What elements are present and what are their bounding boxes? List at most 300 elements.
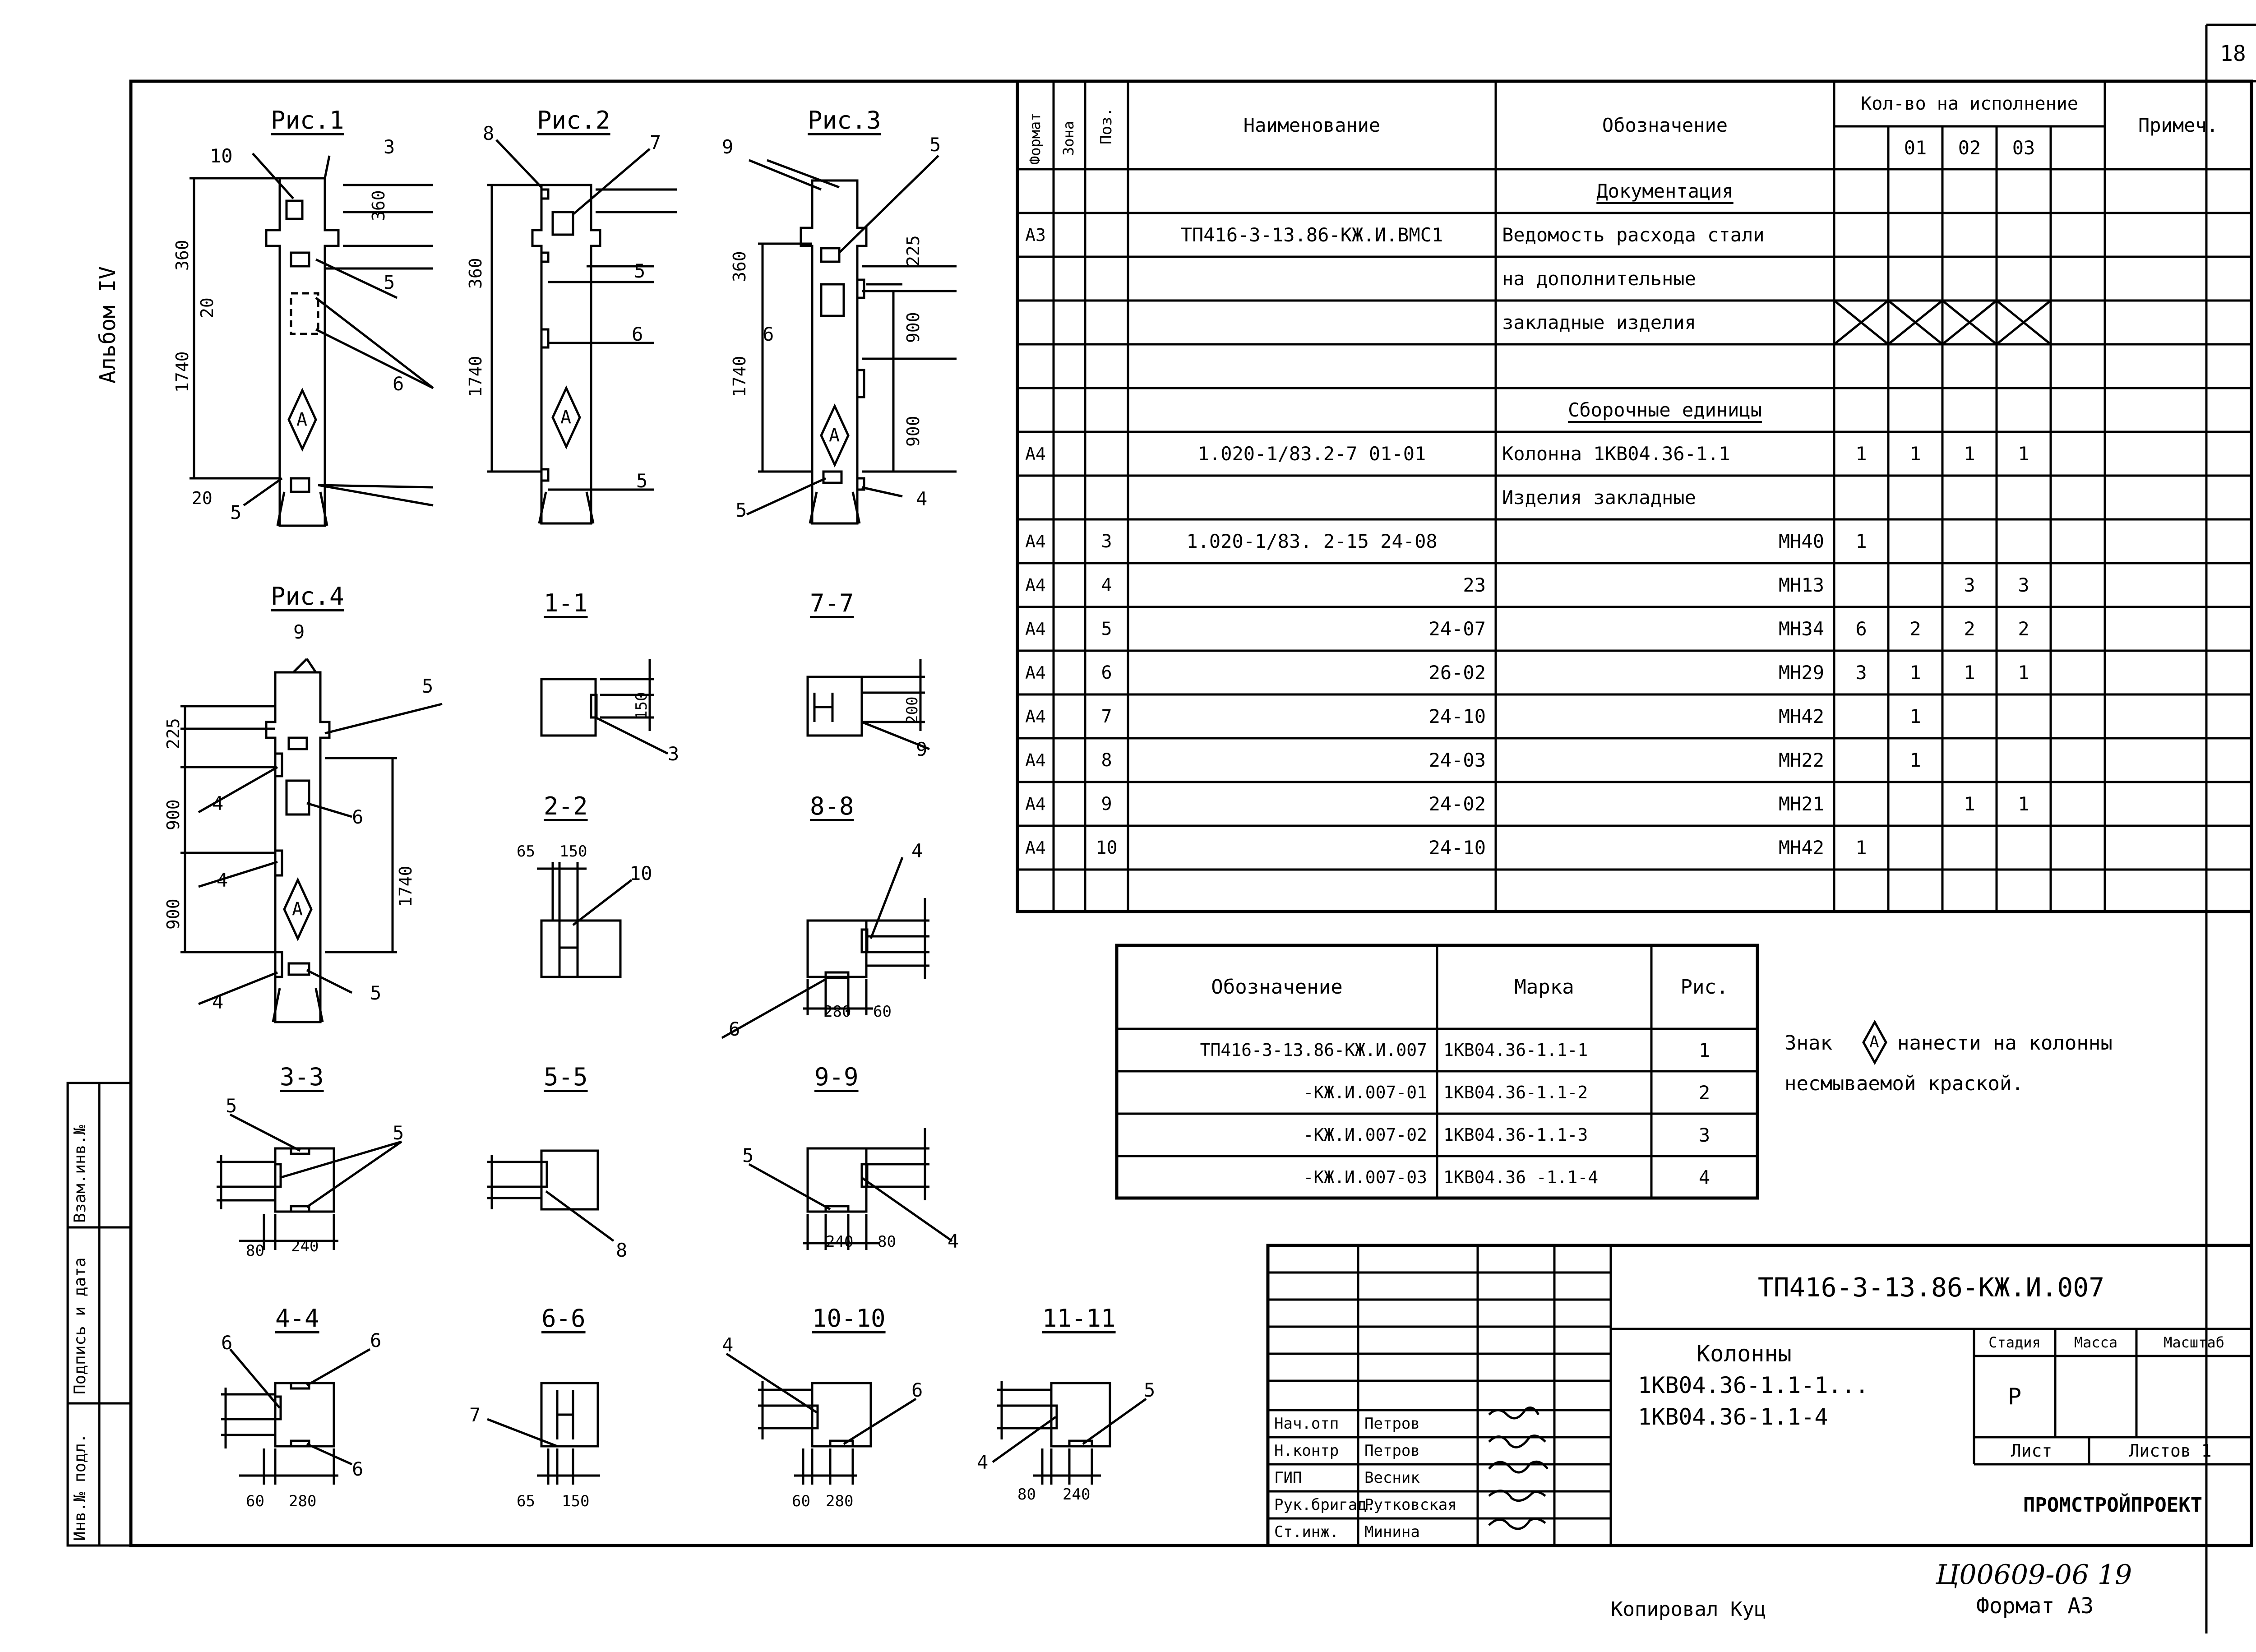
spec-cell-name: 24-02 [1428, 793, 1486, 815]
marks-cell-fig: 1 [1698, 1039, 1710, 1061]
spec-cell-q3 [1997, 826, 2051, 870]
organization: ПРОМСТРОЙПРОЕКТ [2023, 1493, 2203, 1517]
spec-cell-q2 [1942, 257, 1997, 301]
marks-header-designation: Обозначение [1211, 976, 1343, 999]
signer-role: Рук.бригад. [1274, 1496, 1376, 1514]
spec-cell-pos [1085, 432, 1128, 476]
s2-dim-150: 150 [559, 842, 587, 861]
fig3-dim-900-a: 900 [903, 312, 923, 343]
spec-cell-fmt: А4 [1025, 662, 1046, 683]
spec-cell-pos: 8 [1101, 750, 1112, 771]
spec-cell-q0 [1834, 476, 1888, 519]
side-strip-inv: Инв.№ подл. [71, 1433, 89, 1541]
callout: 5 [422, 675, 434, 697]
spec-cell-pos: 5 [1101, 618, 1112, 639]
spec-cell-zone [1054, 301, 1085, 344]
spec-cell-fmt [1017, 169, 1054, 213]
callout: 6 [370, 1329, 382, 1351]
callout: 4 [916, 488, 928, 510]
signer-role: Ст.инж. [1274, 1523, 1339, 1541]
spec-header-qty: Кол-во на исполнение [1861, 93, 2078, 114]
spec-cell-pos: 7 [1101, 706, 1112, 727]
callout: 10 [210, 145, 233, 167]
spec-cell-q2: 2 [1964, 618, 1975, 640]
callout: 5 [735, 499, 747, 521]
s6-dim-150: 150 [562, 1492, 590, 1510]
spec-cell-q0 [1834, 782, 1888, 826]
spec-cell-name: 26-02 [1428, 662, 1486, 684]
fig1-dim-360-right: 360 [369, 190, 388, 221]
spec-cell-pos [1085, 870, 1128, 913]
spec-cell-q1: 1 [1909, 662, 1921, 684]
note-text-before: Знак [1784, 1032, 1832, 1055]
callout: 5 [742, 1144, 754, 1166]
spec-cell-pos: 10 [1096, 837, 1118, 858]
spec-cell-q0 [1834, 213, 1888, 257]
fig4-dim-225: 225 [163, 718, 183, 749]
spec-header-note: Примеч. [2138, 114, 2218, 136]
spec-cell-q3: 3 [2018, 574, 2029, 596]
spec-cell-q3: 1 [2018, 443, 2029, 465]
spec-cell-zone [1054, 563, 1085, 607]
spec-cell-name [1128, 257, 1496, 301]
spec-cell-pos [1085, 169, 1128, 213]
callout: 4 [217, 869, 228, 891]
fig2-dim-1740: 1740 [466, 356, 485, 397]
spec-cell-des: Изделия закладные [1502, 486, 1696, 509]
spec-cell-zone [1054, 870, 1085, 913]
section-11-11: 11-11 [1042, 1304, 1116, 1333]
s8-dim-280: 280 [823, 1003, 851, 1021]
handwritten-number: Ц00609-06 19 [1936, 1559, 2132, 1591]
callout: 4 [722, 1334, 734, 1356]
side-strip-replace: Взам.инв.№ [71, 1125, 89, 1223]
callout: 10 [629, 862, 652, 884]
marks-cell-des: -КЖ.И.007-02 [1303, 1125, 1427, 1145]
sections [217, 659, 1146, 1485]
fig3-column [747, 156, 957, 523]
spec-cell-q2: 3 [1964, 574, 1975, 596]
fig2-column [487, 140, 677, 523]
spec-cell-q0: 1 [1855, 443, 1867, 465]
spec-cell-q0 [1834, 738, 1888, 782]
signer-role: Нач.отп [1274, 1415, 1339, 1433]
mass-label: Масса [2074, 1334, 2118, 1351]
spec-cell-pos [1085, 257, 1128, 301]
callout: 9 [916, 738, 928, 760]
section-4-4: 4-4 [275, 1304, 319, 1333]
callout: 5 [226, 1095, 237, 1117]
spec-cell-des: Документация [1596, 180, 1734, 202]
sheets-label: Листов 1 [2129, 1441, 2212, 1461]
fig1-dim-360: 360 [172, 240, 192, 271]
spec-cell-q2 [1942, 344, 1997, 388]
album-label: Альбом IV [95, 266, 120, 384]
spec-cell-des: МН40 [1778, 530, 1824, 552]
section-7-7: 7-7 [810, 589, 854, 617]
spec-cell-q1 [1888, 344, 1942, 388]
spec-cell-fmt: А4 [1025, 706, 1046, 727]
fig4-dim-900-a: 900 [163, 799, 183, 830]
stage-label: Стадия [1988, 1334, 2041, 1351]
scale-label: Масштаб [2164, 1334, 2224, 1351]
callout: 6 [352, 1458, 364, 1480]
spec-cell-des: Ведомость расхода стали [1502, 224, 1765, 246]
spec-header-name: Наименование [1243, 114, 1381, 136]
callout: 5 [384, 271, 395, 293]
spec-cell-pos [1085, 213, 1128, 257]
marks-cell-mark: 1КВ04.36-1.1-2 [1443, 1083, 1588, 1102]
callout: 5 [929, 134, 941, 156]
spec-cell-q1: 2 [1909, 618, 1921, 640]
spec-cell-fmt [1017, 388, 1054, 432]
callout: 8 [616, 1239, 628, 1261]
spec-header-designation: Обозначение [1602, 114, 1728, 136]
callout: 6 [632, 323, 643, 345]
marks-cell-mark: 1КВ04.36-1.1-1 [1443, 1040, 1588, 1060]
fig4-title: Рис.4 [271, 582, 344, 611]
title-line3: 1КВ04.36-1.1-4 [1638, 1404, 1828, 1430]
section-3-3: 3-3 [280, 1063, 324, 1091]
sheet-label: Лист [2011, 1441, 2053, 1461]
s9-dim-80: 80 [878, 1233, 896, 1251]
note-mark: А [1869, 1033, 1879, 1051]
fig1-dim-1740: 1740 [172, 351, 192, 393]
spec-header-format: Формат [1026, 112, 1044, 165]
spec-cell-fmt: А3 [1025, 225, 1046, 245]
spec-cell-q3 [1997, 344, 2051, 388]
spec-cell-name [1128, 301, 1496, 344]
spec-header-v02: 02 [1958, 137, 1981, 159]
spec-cell-des: МН22 [1778, 749, 1824, 771]
s7-dim-200: 200 [903, 696, 921, 724]
spec-cell-q3: 2 [2018, 618, 2029, 640]
signer-name: Минина [1364, 1523, 1420, 1541]
spec-cell-zone [1054, 169, 1085, 213]
fig2-mark: А [560, 407, 572, 428]
fig4-mark: А [292, 899, 303, 920]
spec-cell-des: Колонна 1КВ04.36-1.1 [1502, 443, 1730, 465]
spec-cell-q0 [1834, 257, 1888, 301]
callout: 6 [763, 323, 774, 345]
spec-cell-q1 [1888, 563, 1942, 607]
spec-cell-q2: 1 [1964, 793, 1975, 815]
spec-cell-name [1128, 169, 1496, 213]
callout: 6 [221, 1332, 233, 1354]
spec-cell-zone [1054, 388, 1085, 432]
spec-cell-q1 [1888, 826, 1942, 870]
spec-cell-fmt: А4 [1025, 531, 1046, 551]
spec-cell-q2 [1942, 694, 1997, 738]
callout: 4 [212, 792, 224, 814]
spec-cell-q2 [1942, 870, 1997, 913]
callout: 5 [230, 501, 242, 523]
spec-cell-q0 [1834, 344, 1888, 388]
callout: 4 [948, 1230, 959, 1252]
spec-cell-q1 [1888, 213, 1942, 257]
marks-cell-fig: 3 [1698, 1124, 1710, 1146]
s11-dim-240: 240 [1063, 1485, 1091, 1504]
callout: 3 [668, 743, 680, 765]
marks-header-mark: Марка [1514, 976, 1574, 999]
spec-cell-fmt: А4 [1025, 619, 1046, 639]
spec-cell-des [1496, 870, 1834, 913]
signer-name: Петров [1364, 1442, 1420, 1460]
s6-dim-65: 65 [517, 1492, 535, 1510]
spec-cell-q3 [1997, 257, 2051, 301]
spec-cell-name: 24-07 [1428, 618, 1486, 640]
section-6-6: 6-6 [541, 1304, 586, 1333]
spec-cell-des: МН29 [1778, 662, 1824, 684]
spec-header-v03: 03 [2012, 137, 2035, 159]
spec-cell-des: МН21 [1778, 793, 1824, 815]
paper-format: Формат А3 [1976, 1593, 2094, 1619]
spec-cell-q3 [1997, 213, 2051, 257]
spec-cell-q3 [1997, 519, 2051, 563]
spec-cell-q1 [1888, 519, 1942, 563]
callout: 7 [469, 1404, 481, 1426]
fig3-mark: А [829, 425, 840, 446]
spec-cell-q0 [1834, 694, 1888, 738]
callout: 5 [370, 982, 382, 1004]
fig3-dim-900-b: 900 [903, 416, 923, 447]
spec-cell-q1: 1 [1909, 443, 1921, 465]
spec-cell-name: 23 [1463, 574, 1486, 596]
spec-cell-q3 [1997, 694, 2051, 738]
spec-cell-q0 [1834, 388, 1888, 432]
spec-cell-q1 [1888, 388, 1942, 432]
fig4-dim-900-b: 900 [163, 898, 183, 930]
spec-cell-name: 1.020-1/83.2-7 01-01 [1197, 443, 1426, 465]
marks-header-fig: Рис. [1680, 976, 1729, 999]
callout: 4 [977, 1451, 989, 1473]
spec-cell-zone [1054, 782, 1085, 826]
spec-cell-q1 [1888, 870, 1942, 913]
spec-cell-pos: 4 [1101, 574, 1112, 596]
s1-dim-150: 150 [633, 692, 651, 720]
spec-cell-q1: 1 [1909, 749, 1921, 771]
spec-cell-q0 [1834, 870, 1888, 913]
callout: 5 [636, 470, 648, 492]
fig1-title: Рис.1 [271, 106, 344, 134]
spec-cell-q1 [1888, 782, 1942, 826]
section-10-10: 10-10 [812, 1304, 886, 1333]
s10-dim-60: 60 [792, 1492, 810, 1510]
marks-cell-des: -КЖ.И.007-01 [1303, 1083, 1427, 1102]
signer-role: ГИП [1274, 1469, 1302, 1487]
fig1-column [190, 153, 433, 526]
spec-cell-zone [1054, 344, 1085, 388]
fig1-mark: А [296, 409, 308, 430]
title-line1: Колонны [1697, 1341, 1792, 1367]
spec-cell-fmt: А4 [1025, 838, 1046, 858]
spec-cell-fmt [1017, 476, 1054, 519]
marks-cell-des: ТП416-3-13.86-КЖ.И.007 [1200, 1040, 1427, 1060]
callout: 9 [293, 621, 305, 643]
copied-by: Копировал Куц [1611, 1598, 1766, 1621]
callout: 6 [729, 1018, 740, 1040]
spec-cell-q2 [1942, 301, 1997, 344]
spec-cell-q1: 1 [1909, 705, 1921, 727]
fig1-dim-20: 20 [197, 297, 217, 318]
spec-cell-pos: 9 [1101, 793, 1112, 814]
callout: 5 [1144, 1379, 1156, 1401]
section-5-5: 5-5 [544, 1063, 588, 1091]
spec-cell-zone [1054, 607, 1085, 651]
spec-cell-q1 [1888, 257, 1942, 301]
s2-dim-65: 65 [517, 842, 535, 861]
spec-cell-pos [1085, 344, 1128, 388]
spec-cell-q2 [1942, 519, 1997, 563]
marks-cell-mark: 1КВ04.36-1.1-3 [1443, 1125, 1588, 1145]
spec-cell-q0: 6 [1855, 618, 1867, 640]
callout: 6 [352, 806, 364, 828]
spec-cell-q0 [1834, 563, 1888, 607]
fig4-dim-1740: 1740 [396, 865, 416, 907]
fig3-dim-360: 360 [730, 251, 749, 282]
spec-cell-q0 [1834, 169, 1888, 213]
document-code: ТП416-3-13.86-КЖ.И.007 [1757, 1272, 2105, 1303]
note-text-after: нанести на колонны [1897, 1032, 2113, 1055]
spec-cell-q3 [1997, 738, 2051, 782]
spec-cell-name: 24-03 [1428, 749, 1486, 771]
fig2-title: Рис.2 [537, 106, 610, 134]
spec-cell-q2 [1942, 388, 1997, 432]
spec-cell-fmt: А4 [1025, 794, 1046, 814]
spec-cell-q1 [1888, 169, 1942, 213]
spec-cell-q3 [1997, 870, 2051, 913]
callout: 9 [722, 136, 734, 158]
fig3-title: Рис.3 [808, 106, 881, 134]
spec-cell-q1 [1888, 476, 1942, 519]
spec-header-pos: Поз. [1097, 107, 1115, 144]
sheet-number: 18 [2220, 41, 2246, 66]
spec-cell-des: МН42 [1778, 837, 1824, 859]
side-strip-signature: Подпись и дата [71, 1257, 89, 1394]
callout: 4 [212, 991, 224, 1013]
spec-cell-des: на дополнительные [1502, 268, 1696, 290]
spec-cell-fmt [1017, 870, 1054, 913]
callout: 8 [483, 122, 495, 144]
callout: 3 [384, 136, 395, 158]
spec-cell-fmt [1017, 301, 1054, 344]
spec-cell-fmt: А4 [1025, 444, 1046, 464]
stage-value: Р [2007, 1384, 2022, 1410]
spec-cell-pos [1085, 388, 1128, 432]
s3-dim-240: 240 [291, 1237, 319, 1255]
spec-cell-q2 [1942, 826, 1997, 870]
spec-cell-name [1128, 388, 1496, 432]
marks-cell-mark: 1КВ04.36 -1.1-4 [1443, 1167, 1599, 1187]
signer-name: Рутковская [1364, 1496, 1457, 1514]
section-8-8: 8-8 [810, 792, 854, 820]
spec-cell-zone [1054, 432, 1085, 476]
spec-cell-q3 [1997, 388, 2051, 432]
signer-name: Весник [1364, 1469, 1420, 1487]
spec-cell-q2 [1942, 213, 1997, 257]
callout: 6 [911, 1379, 923, 1401]
spec-cell-zone [1054, 257, 1085, 301]
spec-cell-pos: 3 [1101, 531, 1112, 552]
spec-cell-name: 24-10 [1428, 837, 1486, 859]
title-line2: 1КВ04.36-1.1-1... [1638, 1372, 1869, 1398]
spec-cell-zone [1054, 826, 1085, 870]
spec-cell-q3: 1 [2018, 793, 2029, 815]
section-9-9: 9-9 [814, 1063, 859, 1091]
section-2-2: 2-2 [544, 792, 588, 820]
marks-cell-fig: 4 [1698, 1166, 1710, 1189]
spec-cell-name: ТП416-3-13.86-КЖ.И.ВМС1 [1180, 224, 1443, 246]
marks-cell-des: -КЖ.И.007-03 [1303, 1167, 1427, 1187]
spec-cell-fmt: А4 [1025, 575, 1046, 595]
spec-cell-fmt: А4 [1025, 750, 1046, 770]
note-text-line2: несмываемой краской. [1784, 1072, 2024, 1095]
spec-cell-q2: 1 [1964, 443, 1975, 465]
marks-cell-fig: 2 [1698, 1081, 1710, 1104]
spec-cell-des: Сборочные единицы [1568, 399, 1762, 421]
spec-cell-name [1128, 344, 1496, 388]
spec-cell-q2: 1 [1964, 662, 1975, 684]
spec-cell-q0 [1834, 301, 1888, 344]
callout: 4 [911, 840, 923, 862]
spec-cell-pos [1085, 301, 1128, 344]
spec-cell-pos: 6 [1101, 662, 1112, 683]
fig4-column [180, 659, 442, 1022]
spec-cell-q2 [1942, 169, 1997, 213]
spec-cell-zone [1054, 213, 1085, 257]
spec-cell-q3 [1997, 476, 2051, 519]
s9-dim-240: 240 [826, 1233, 854, 1251]
signer-role: Н.контр [1274, 1442, 1339, 1460]
spec-cell-pos [1085, 476, 1128, 519]
spec-cell-name: 1.020-1/83. 2-15 24-08 [1186, 530, 1438, 552]
fig3-dim-1740: 1740 [730, 356, 749, 397]
spec-cell-q3: 1 [2018, 662, 2029, 684]
s4-dim-60: 60 [246, 1492, 264, 1510]
spec-cell-q0: 1 [1855, 530, 1867, 552]
spec-cell-des: МН13 [1778, 574, 1824, 596]
spec-cell-zone [1054, 694, 1085, 738]
callout: 5 [393, 1122, 404, 1144]
spec-cell-zone [1054, 738, 1085, 782]
spec-cell-name [1128, 476, 1496, 519]
spec-header-v01: 01 [1904, 137, 1927, 159]
s4-dim-280: 280 [289, 1492, 317, 1510]
spec-cell-des: закладные изделия [1502, 311, 1696, 333]
spec-cell-zone [1054, 651, 1085, 694]
signer-name: Петров [1364, 1415, 1420, 1433]
spec-cell-q3 [1997, 301, 2051, 344]
spec-header-zone: Зона [1060, 120, 1077, 156]
spec-cell-name: 24-10 [1428, 705, 1486, 727]
s3-dim-80: 80 [246, 1242, 264, 1260]
callout: 5 [634, 260, 646, 282]
spec-cell-des: МН42 [1778, 705, 1824, 727]
spec-cell-zone [1054, 519, 1085, 563]
spec-cell-name [1128, 870, 1496, 913]
s10-dim-280: 280 [826, 1492, 854, 1510]
fig2-dim-360: 360 [466, 258, 485, 289]
spec-cell-fmt [1017, 257, 1054, 301]
spec-cell-des: МН34 [1778, 618, 1824, 640]
s11-dim-80: 80 [1017, 1485, 1036, 1504]
fig1-dim-20-bottom: 20 [192, 488, 213, 508]
section-1-1: 1-1 [544, 589, 588, 617]
spec-cell-q0: 1 [1855, 837, 1867, 859]
callout: 6 [393, 373, 404, 395]
fig3-dim-225: 225 [903, 235, 923, 266]
spec-cell-q0: 3 [1855, 662, 1867, 684]
